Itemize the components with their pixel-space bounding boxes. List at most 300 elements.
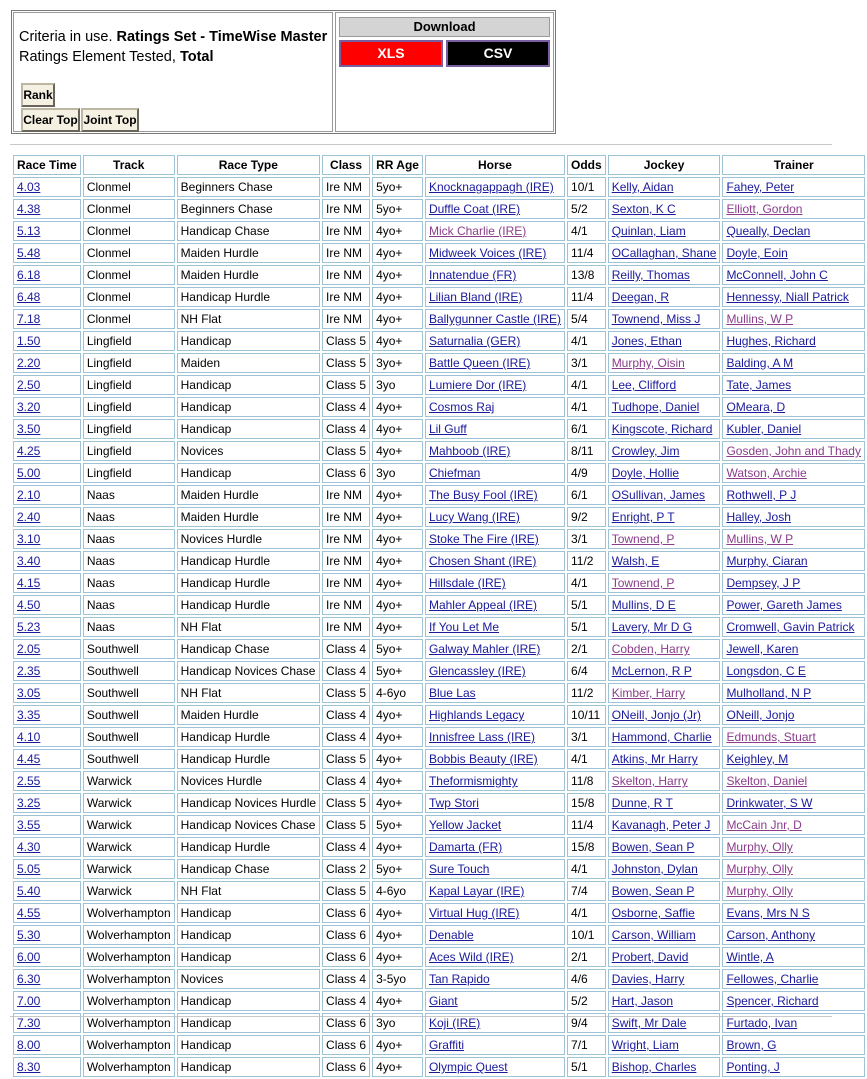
horse-link[interactable]: Ballygunner Castle (IRE) (428, 312, 562, 326)
race-time-link[interactable]: 2.55 (17, 774, 41, 788)
race-time-link[interactable]: 8.00 (17, 1038, 41, 1052)
race-time-link[interactable]: 2.40 (17, 510, 41, 524)
race-time-link[interactable]: 5.30 (17, 928, 41, 942)
race-time-link[interactable]: 5.05 (17, 862, 41, 876)
horse-link[interactable]: Sure Touch (428, 862, 490, 876)
race-time-link[interactable]: 4.03 (17, 180, 41, 194)
trainer-link[interactable]: Longsdon, C E (726, 664, 806, 678)
xls-download-button[interactable]: XLS (339, 40, 443, 67)
trainer-link[interactable]: Jewell, Karen (726, 642, 799, 656)
horse-link[interactable]: Bobbis Beauty (IRE) (428, 752, 538, 766)
table-row (13, 595, 865, 615)
jockey-link[interactable]: OCallaghan, Shane (611, 246, 717, 260)
horse-link[interactable]: Aces Wild (IRE) (428, 950, 514, 964)
cell-race-time (13, 573, 81, 593)
race-time-link[interactable]: 5.40 (17, 884, 41, 898)
cell-rr-age: 5yo+ (372, 815, 423, 835)
trainer-link[interactable]: Brown, G (726, 1038, 777, 1052)
horse-link[interactable]: Graffiti (428, 1038, 465, 1052)
trainer-link[interactable]: Watson, Archie (726, 466, 807, 480)
cell-rr-age: 4yo+ (372, 947, 423, 967)
race-time-link[interactable]: 3.50 (17, 422, 41, 436)
cell-rr-age: 4yo+ (372, 991, 423, 1011)
horse-link[interactable]: Lil Guff (428, 422, 467, 436)
trainer-link[interactable]: Mulholland, N P (726, 686, 812, 700)
jockey-link[interactable]: Doyle, Hollie (611, 466, 680, 480)
column-header-rr-age: RR Age (372, 155, 423, 175)
trainer-link[interactable]: Fellowes, Charlie (726, 972, 819, 986)
cell-jockey (608, 265, 721, 285)
cell-race-type: NH Flat (177, 683, 320, 703)
race-time-link[interactable]: 3.55 (17, 818, 41, 832)
table-row (13, 705, 865, 725)
cell-horse (425, 463, 565, 483)
cell-race-type: Handicap Hurdle (177, 287, 320, 307)
trainer-link[interactable]: Cromwell, Gavin Patrick (726, 620, 855, 634)
race-time-link[interactable]: 2.35 (17, 664, 41, 678)
cell-track: Warwick (83, 793, 175, 813)
horse-link[interactable]: Galway Mahler (IRE) (428, 642, 541, 656)
race-time-link[interactable]: 4.45 (17, 752, 41, 766)
horse-link[interactable]: Giant (428, 994, 458, 1008)
cell-class: Class 4 (322, 705, 370, 725)
race-time-link[interactable]: 6.30 (17, 972, 41, 986)
cell-class: Class 6 (322, 463, 370, 483)
cell-race-time (13, 353, 81, 373)
cell-jockey (608, 375, 721, 395)
criteria-prefix: Criteria in use. (19, 29, 113, 45)
race-time-link[interactable]: 2.50 (17, 378, 41, 392)
cell-odds: 15/8 (567, 793, 606, 813)
cell-race-time (13, 661, 81, 681)
race-time-link[interactable]: 5.48 (17, 246, 41, 260)
horse-link[interactable]: Blue Las (428, 686, 476, 700)
trainer-link[interactable]: Murphy, Olly (726, 840, 793, 854)
trainer-link[interactable]: Edmunds, Stuart (726, 730, 816, 744)
cell-race-type: Handicap (177, 947, 320, 967)
trainer-link[interactable]: Balding, A M (726, 356, 794, 370)
horse-link[interactable]: Mick Charlie (IRE) (428, 224, 527, 238)
cell-horse (425, 353, 565, 373)
horse-link[interactable]: Stoke The Fire (IRE) (428, 532, 539, 546)
cell-track: Southwell (83, 661, 175, 681)
race-time-link[interactable]: 3.05 (17, 686, 41, 700)
race-time-link[interactable]: 8.30 (17, 1060, 41, 1074)
race-time-link[interactable]: 5.13 (17, 224, 41, 238)
jockey-link[interactable]: Townend, P (611, 532, 675, 546)
jockey-link[interactable]: Lee, Clifford (611, 378, 677, 392)
cell-horse (425, 331, 565, 351)
cell-horse (425, 419, 565, 439)
jockey-link[interactable]: Bowen, Sean P (611, 840, 695, 854)
cell-horse (425, 441, 565, 461)
cell-race-time (13, 265, 81, 285)
race-time-link[interactable]: 1.50 (17, 334, 41, 348)
horse-link[interactable]: Tan Rapido (428, 972, 490, 986)
cell-track: Clonmel (83, 243, 175, 263)
jockey-link[interactable]: Carson, William (611, 928, 696, 942)
cell-horse (425, 287, 565, 307)
horse-link[interactable]: Mahler Appeal (IRE) (428, 598, 537, 612)
jockey-link[interactable]: Skelton, Harry (611, 774, 688, 788)
cell-race-time (13, 551, 81, 571)
jockey-link[interactable]: Townend, Miss J (611, 312, 701, 326)
cell-race-type: Handicap Hurdle (177, 727, 320, 747)
trainer-link[interactable]: Gosden, John and Thady (726, 444, 861, 458)
cell-jockey (608, 199, 721, 219)
cell-track: Lingfield (83, 441, 175, 461)
cell-race-type: Handicap (177, 903, 320, 923)
cell-track: Clonmel (83, 287, 175, 307)
jockey-link[interactable]: Walsh, E (611, 554, 660, 568)
cell-odds: 6/1 (567, 419, 606, 439)
trainer-link[interactable]: Keighley, M (726, 752, 789, 766)
cell-rr-age: 4yo+ (372, 221, 423, 241)
cell-race-type: Maiden Hurdle (177, 265, 320, 285)
horse-link[interactable]: Highlands Legacy (428, 708, 525, 722)
cell-horse (425, 595, 565, 615)
cell-horse (425, 969, 565, 989)
cell-rr-age: 3yo (372, 375, 423, 395)
cell-jockey (608, 507, 721, 527)
cell-trainer (722, 551, 865, 571)
horse-link[interactable]: Lumiere Dor (IRE) (428, 378, 527, 392)
cell-jockey (608, 617, 721, 637)
trainer-link[interactable]: Evans, Mrs N S (726, 906, 810, 920)
horse-link[interactable]: Damarta (FR) (428, 840, 503, 854)
cell-trainer (722, 661, 865, 681)
horse-link[interactable]: Chiefman (428, 466, 481, 480)
cell-trainer (722, 1035, 865, 1055)
jockey-link[interactable]: Reilly, Thomas (611, 268, 690, 282)
cell-jockey (608, 969, 721, 989)
race-time-link[interactable]: 4.25 (17, 444, 41, 458)
cell-class: Class 5 (322, 793, 370, 813)
horse-link[interactable]: Denable (428, 928, 474, 942)
column-header-odds: Odds (567, 155, 606, 175)
cell-trainer (722, 859, 865, 879)
race-time-link[interactable]: 3.35 (17, 708, 41, 722)
horse-link[interactable]: Midweek Voices (IRE) (428, 246, 547, 260)
cell-trainer (722, 441, 865, 461)
horse-link[interactable]: Glencassley (IRE) (428, 664, 526, 678)
cell-odds: 2/1 (567, 639, 606, 659)
jockey-link[interactable]: Osborne, Saffie (611, 906, 695, 920)
cell-horse (425, 551, 565, 571)
race-time-link[interactable]: 4.50 (17, 598, 41, 612)
horse-link[interactable]: Battle Queen (IRE) (428, 356, 531, 370)
jockey-link[interactable]: Atkins, Mr Harry (611, 752, 698, 766)
cell-jockey (608, 815, 721, 835)
horse-link[interactable]: Innisfree Lass (IRE) (428, 730, 535, 744)
cell-horse (425, 177, 565, 197)
race-time-link[interactable]: 4.10 (17, 730, 41, 744)
cell-jockey (608, 573, 721, 593)
trainer-link[interactable]: Skelton, Daniel (726, 774, 808, 788)
jockey-link[interactable]: Mullins, D E (611, 598, 676, 612)
table-row (13, 793, 865, 813)
trainer-link[interactable]: McConnell, John C (726, 268, 828, 282)
cell-track: Lingfield (83, 397, 175, 417)
race-time-link[interactable]: 4.30 (17, 840, 41, 854)
jockey-link[interactable]: McLernon, R P (611, 664, 692, 678)
cell-race-time (13, 419, 81, 439)
race-time-link[interactable]: 7.00 (17, 994, 41, 1008)
race-time-link[interactable]: 4.55 (17, 906, 41, 920)
cell-odds: 8/11 (567, 441, 606, 461)
race-time-link[interactable]: 7.18 (17, 312, 41, 326)
jockey-link[interactable]: Jones, Ethan (611, 334, 682, 348)
cell-class: Class 4 (322, 837, 370, 857)
jockey-link[interactable]: Dunne, R T (611, 796, 673, 810)
cell-horse (425, 793, 565, 813)
horse-link[interactable]: Twp Stori (428, 796, 479, 810)
cell-track: Wolverhampton (83, 969, 175, 989)
horse-link[interactable]: Yellow Jacket (428, 818, 502, 832)
trainer-link[interactable]: Hennessy, Niall Patrick (726, 290, 849, 304)
table-row (13, 309, 865, 329)
cell-jockey (608, 661, 721, 681)
trainer-link[interactable]: Furtado, Ivan (726, 1016, 798, 1030)
race-time-link[interactable]: 4.38 (17, 202, 41, 216)
cell-race-time (13, 903, 81, 923)
cell-trainer (722, 221, 865, 241)
race-time-link[interactable]: 3.25 (17, 796, 41, 810)
trainer-link[interactable]: Drinkwater, S W (726, 796, 813, 810)
cell-rr-age: 4yo+ (372, 397, 423, 417)
csv-download-button[interactable]: CSV (446, 40, 550, 67)
cell-track: Southwell (83, 749, 175, 769)
horse-link[interactable]: Knocknagappagh (IRE) (428, 180, 554, 194)
cell-track: Southwell (83, 727, 175, 747)
race-time-link[interactable]: 4.15 (17, 576, 41, 590)
cell-rr-age: 4yo+ (372, 837, 423, 857)
horse-link[interactable]: Olympic Quest (428, 1060, 508, 1074)
cell-track: Warwick (83, 837, 175, 857)
cell-horse (425, 1057, 565, 1077)
cell-race-type: Handicap Novices Hurdle (177, 793, 320, 813)
cell-rr-age: 4yo+ (372, 287, 423, 307)
element-prefix: Ratings Element Tested, (19, 49, 176, 65)
trainer-link[interactable]: Murphy, Olly (726, 862, 793, 876)
cell-jockey (608, 441, 721, 461)
cell-odds: 11/8 (567, 771, 606, 791)
trainer-link[interactable]: Elliott, Gordon (726, 202, 803, 216)
jockey-link[interactable]: Kavanagh, Peter J (611, 818, 711, 832)
trainer-link[interactable]: Murphy, Olly (726, 884, 793, 898)
cell-jockey (608, 595, 721, 615)
divider (10, 144, 832, 145)
race-time-link[interactable]: 5.00 (17, 466, 41, 480)
joint-top-button[interactable]: Joint Top (81, 108, 139, 132)
cell-rr-age: 4yo+ (372, 749, 423, 769)
cell-trainer (722, 1057, 865, 1077)
jockey-link[interactable]: Kelly, Aidan (611, 180, 674, 194)
jockey-link[interactable]: Bishop, Charles (611, 1060, 697, 1074)
trainer-link[interactable]: Queally, Declan (726, 224, 811, 238)
race-time-link[interactable]: 7.30 (17, 1016, 41, 1030)
cell-horse (425, 815, 565, 835)
cell-trainer (722, 991, 865, 1011)
race-time-link[interactable]: 6.48 (17, 290, 41, 304)
trainer-link[interactable]: Dempsey, J P (726, 576, 801, 590)
horse-link[interactable]: Duffle Coat (IRE) (428, 202, 521, 216)
cell-trainer (722, 243, 865, 263)
trainer-link[interactable]: Wintle, A (726, 950, 774, 964)
cell-jockey (608, 991, 721, 1011)
jockey-link[interactable]: Swift, Mr Dale (611, 1016, 687, 1030)
jockey-link[interactable]: Enright, P T (611, 510, 675, 524)
jockey-link[interactable]: Quinlan, Liam (611, 224, 686, 238)
horse-link[interactable]: Chosen Shant (IRE) (428, 554, 537, 568)
jockey-link[interactable]: Hart, Jason (611, 994, 674, 1008)
cell-track: Wolverhampton (83, 991, 175, 1011)
cell-trainer (722, 331, 865, 351)
cell-race-type: Beginners Chase (177, 199, 320, 219)
horse-link[interactable]: Koji (IRE) (428, 1016, 481, 1030)
cell-trainer (722, 177, 865, 197)
horse-link[interactable]: Lucy Wang (IRE) (428, 510, 520, 524)
trainer-link[interactable]: Carson, Anthony (726, 928, 816, 942)
horse-link[interactable]: Lilian Bland (IRE) (428, 290, 523, 304)
race-time-link[interactable]: 2.20 (17, 356, 41, 370)
cell-class: Ire NM (322, 595, 370, 615)
cell-class: Class 4 (322, 969, 370, 989)
cell-odds: 11/4 (567, 287, 606, 307)
cell-horse (425, 617, 565, 637)
horse-link[interactable]: Kapal Layar (IRE) (428, 884, 525, 898)
cell-odds: 4/1 (567, 221, 606, 241)
jockey-link[interactable]: Wright, Liam (611, 1038, 679, 1052)
race-time-link[interactable]: 2.05 (17, 642, 41, 656)
jockey-link[interactable]: Townend, P (611, 576, 675, 590)
cell-jockey (608, 331, 721, 351)
cell-odds: 6/4 (567, 661, 606, 681)
cell-odds: 10/11 (567, 705, 606, 725)
cell-race-time (13, 331, 81, 351)
cell-class: Ire NM (322, 243, 370, 263)
cell-track: Clonmel (83, 309, 175, 329)
horse-link[interactable]: Cosmos Raj (428, 400, 495, 414)
cell-race-time (13, 375, 81, 395)
trainer-link[interactable]: Halley, Josh (726, 510, 791, 524)
jockey-link[interactable]: Kingscote, Richard (611, 422, 713, 436)
cell-odds: 5/4 (567, 309, 606, 329)
race-time-link[interactable]: 5.23 (17, 620, 41, 634)
jockey-link[interactable]: Deegan, R (611, 290, 670, 304)
jockey-link[interactable]: ONeill, Jonjo (Jr) (611, 708, 702, 722)
trainer-link[interactable]: ONeill, Jonjo (726, 708, 795, 722)
cell-rr-age: 4yo+ (372, 925, 423, 945)
trainer-link[interactable]: Mullins, W P (726, 532, 794, 546)
table-row (13, 331, 865, 351)
cell-horse (425, 397, 565, 417)
jockey-link[interactable]: Sexton, K C (611, 202, 676, 216)
trainer-link[interactable]: Doyle, Eoin (726, 246, 788, 260)
trainer-link[interactable]: Hughes, Richard (726, 334, 816, 348)
cell-class: Ire NM (322, 529, 370, 549)
cell-odds: 10/1 (567, 177, 606, 197)
jockey-link[interactable]: Probert, David (611, 950, 689, 964)
race-time-link[interactable]: 3.40 (17, 554, 41, 568)
cell-track: Naas (83, 551, 175, 571)
jockey-link[interactable]: Crowley, Jim (611, 444, 680, 458)
cell-jockey (608, 749, 721, 769)
table-row (13, 1013, 865, 1033)
cell-class: Class 6 (322, 903, 370, 923)
cell-race-time (13, 221, 81, 241)
jockey-link[interactable]: Davies, Harry (611, 972, 685, 986)
jockey-link[interactable]: Johnston, Dylan (611, 862, 698, 876)
cell-trainer (722, 925, 865, 945)
cell-horse (425, 749, 565, 769)
cell-odds: 2/1 (567, 947, 606, 967)
jockey-link[interactable]: OSullivan, James (611, 488, 706, 502)
trainer-link[interactable]: Murphy, Ciaran (726, 554, 808, 568)
cell-jockey (608, 485, 721, 505)
jockey-link[interactable]: Kimber, Harry (611, 686, 686, 700)
clear-top-button[interactable]: Clear Top (21, 108, 80, 132)
trainer-link[interactable]: Ponting, J (726, 1060, 780, 1074)
jockey-link[interactable]: Murphy, Oisin (611, 356, 685, 370)
horse-link[interactable]: The Busy Fool (IRE) (428, 488, 538, 502)
jockey-link[interactable]: Lavery, Mr D G (611, 620, 693, 634)
trainer-link[interactable]: Mullins, W P (726, 312, 794, 326)
race-time-link[interactable]: 3.10 (17, 532, 41, 546)
cell-odds: 5/1 (567, 595, 606, 615)
race-time-link[interactable]: 6.18 (17, 268, 41, 282)
trainer-link[interactable]: Rothwell, P J (726, 488, 797, 502)
trainer-link[interactable]: Power, Gareth James (726, 598, 842, 612)
cell-horse (425, 199, 565, 219)
horse-link[interactable]: If You Let Me (428, 620, 500, 634)
trainer-link[interactable]: Kubler, Daniel (726, 422, 802, 436)
jockey-link[interactable]: Tudhope, Daniel (611, 400, 700, 414)
rank-button[interactable]: Rank (21, 83, 55, 107)
cell-horse (425, 221, 565, 241)
cell-jockey (608, 551, 721, 571)
table-row (13, 771, 865, 791)
horse-link[interactable]: Saturnalia (GER) (428, 334, 521, 348)
horse-link[interactable]: Mahboob (IRE) (428, 444, 511, 458)
cell-jockey (608, 419, 721, 439)
horse-link[interactable]: Virtual Hug (IRE) (428, 906, 520, 920)
cell-race-time (13, 529, 81, 549)
jockey-link[interactable]: Hammond, Charlie (611, 730, 712, 744)
jockey-link[interactable]: Bowen, Sean P (611, 884, 695, 898)
cell-odds: 3/1 (567, 727, 606, 747)
horse-link[interactable]: Theformismighty (428, 774, 518, 788)
cell-rr-age: 4yo+ (372, 309, 423, 329)
trainer-link[interactable]: Spencer, Richard (726, 994, 819, 1008)
cell-odds: 11/2 (567, 551, 606, 571)
race-time-link[interactable]: 6.00 (17, 950, 41, 964)
horse-link[interactable]: Innatendue (FR) (428, 268, 517, 282)
column-header-horse: Horse (425, 155, 565, 175)
horse-link[interactable]: Hillsdale (IRE) (428, 576, 506, 590)
cell-rr-age: 4yo+ (372, 727, 423, 747)
trainer-link[interactable]: McCain Jnr, D (726, 818, 802, 832)
cell-trainer (722, 881, 865, 901)
trainer-link[interactable]: Fahey, Peter (726, 180, 795, 194)
jockey-link[interactable]: Cobden, Harry (611, 642, 690, 656)
trainer-link[interactable]: Tate, James (726, 378, 792, 392)
cell-class: Ire NM (322, 573, 370, 593)
race-time-link[interactable]: 2.10 (17, 488, 41, 502)
trainer-link[interactable]: OMeara, D (726, 400, 786, 414)
race-time-link[interactable]: 3.20 (17, 400, 41, 414)
cell-race-type: Handicap Hurdle (177, 573, 320, 593)
